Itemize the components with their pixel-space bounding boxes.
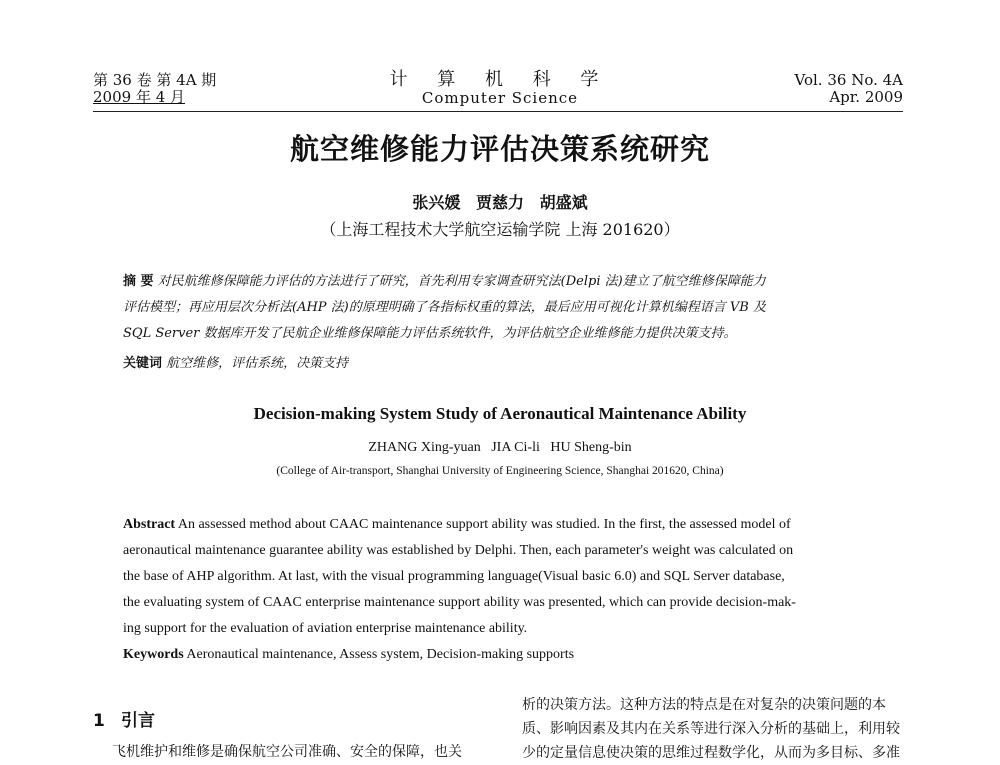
body-line: 析的决策方法。这种方法的特点是在对复杂的决策问题的本 <box>522 697 886 713</box>
keywords-en-label: Keywords <box>123 647 184 662</box>
paper-title-cn: 航空维修能力评估决策系统研究 <box>289 132 710 166</box>
volume-issue-en: Vol. 36 No. 4A <box>794 71 903 89</box>
keywords-en <box>123 642 883 668</box>
abstract-en-text: An assessed method about CAAC maintenance support ability was studied. In the first, the assessed model of <box>177 517 791 532</box>
abstract-en-line: the evaluating system of CAAC enterprise maintenance support ability was presented, which can provide decision-mak- <box>123 595 796 610</box>
right-column-text <box>522 693 907 765</box>
authors-cn: 张兴媛 贾慈力 胡盛斌 <box>412 193 588 212</box>
section-title: 引言 <box>121 711 155 731</box>
body-line: 质、影响因素及其内在关系等进行深入分析的基础上，利用较 <box>522 721 900 737</box>
affiliation-cn: （上海工程技术大学航空运输学院 上海 201620） <box>320 220 680 239</box>
section-number: 1 <box>93 711 105 731</box>
abstract-en-line: the base of AHP algorithm. At last, with the visual programming language(Visual basic 6.0) and SQL Server database, <box>123 569 785 584</box>
section-heading <box>93 706 155 731</box>
keywords-cn-text: 航空维修，评估系统，决策支持 <box>166 356 349 371</box>
issue-date-en: Apr. 2009 <box>829 88 903 106</box>
authors-en: ZHANG Xing-yuan JIA Ci-li HU Sheng-bin <box>368 440 632 455</box>
journal-name <box>330 70 670 107</box>
abstract-en-line: ing support for the evaluation of aviation enterprise maintenance ability. <box>123 621 528 636</box>
affiliation-en: (College of Air-transport, Shanghai University of Engineering Science, Shanghai 201620, China) <box>276 465 724 477</box>
abstract-cn <box>123 269 883 347</box>
paper-title-en: Decision-making System Study of Aeronautical Maintenance Ability <box>253 404 747 423</box>
left-column-text: 飞机维护和维修是确保航空公司准确、安全的保障，也关 <box>112 744 462 760</box>
volume-info-en <box>795 72 903 106</box>
body-line: 少的定量信息使决策的思维过程数学化，从而为多目标、多准 <box>522 745 900 761</box>
abstract-cn-text: 对民航维修保障能力评估的方法进行了研究，首先利用专家调查研究法(Delpi 法)建立了航空维修保障能力 <box>157 274 766 289</box>
keywords-cn-label: 关键词 <box>123 356 163 371</box>
abstract-cn-line <box>123 269 883 295</box>
abstract-cn-label: 摘 要 <box>123 274 154 289</box>
issue-date: 2009 年 4 月 <box>93 88 186 106</box>
abstract-cn-line: SQL Server 数据库开发了民航企业维修保障能力评估系统软件，为评估航空企业维修能力提供决策支持。 <box>123 326 737 341</box>
keywords-cn <box>123 351 883 377</box>
abstract-en-line: aeronautical maintenance guarantee ability was established by Delphi. Then, each parameter's weight was calculated on <box>123 543 794 558</box>
abstract-cn-line: 评估模型；再应用层次分析法(AHP 法)的原理明确了各指标权重的算法，最后应用可视化计算机编程语言 VB 及 <box>123 300 766 315</box>
abstract-en-label: Abstract <box>123 517 176 532</box>
volume-issue: 第 36 卷 第 4A 期 <box>93 71 217 89</box>
header-rule <box>93 111 903 112</box>
journal-name-en: Computer Science <box>421 89 579 107</box>
keywords-en-text: Aeronautical maintenance, Assess system, Decision-making supports <box>186 647 575 662</box>
abstract-en <box>123 512 883 642</box>
issue-info <box>93 72 216 106</box>
journal-name-cn: 计 算 机 科 学 <box>389 69 611 90</box>
abstract-en-line <box>123 512 883 538</box>
